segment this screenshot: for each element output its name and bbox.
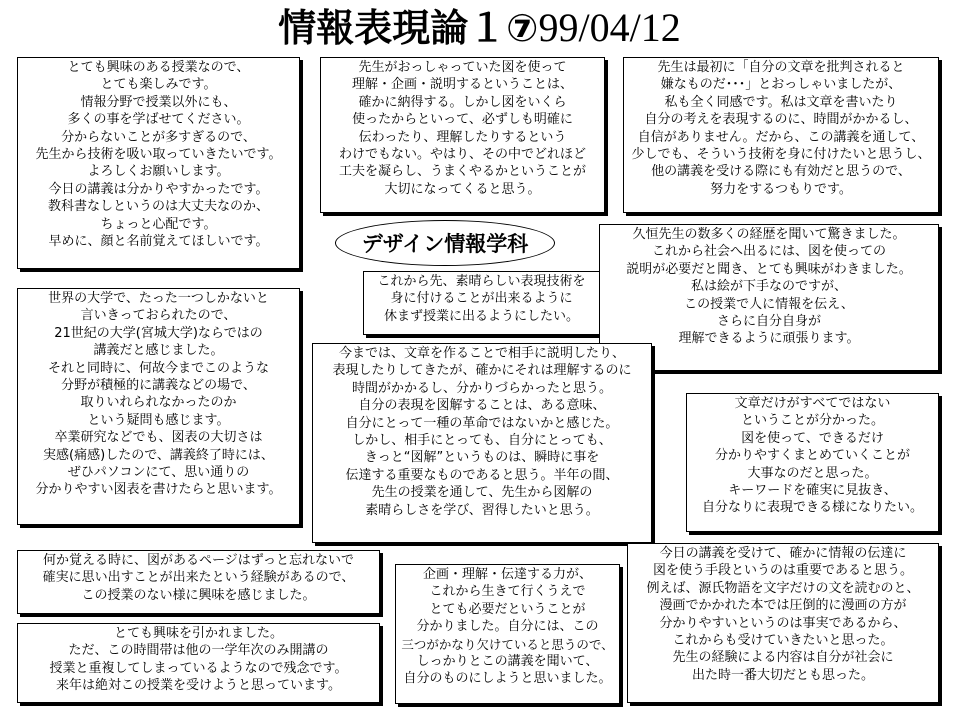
comment-line: 努力をするつもりです。: [710, 181, 852, 197]
comment-line: 三つがかなり欠けていると思うので、: [401, 636, 614, 652]
comment-line: とても興味のある授業なので、: [67, 60, 250, 75]
comment-line: 理解・企画・説明するということは、: [351, 77, 573, 93]
comment-box: [686, 393, 939, 532]
comment-line: 授業と重複してしまっているようなので残念です。: [49, 660, 348, 676]
comment-line: とても楽しみです。: [100, 77, 217, 93]
comment-box: [17, 550, 380, 614]
comment-line: 教科書なしというのは大丈夫なのか、: [47, 199, 269, 215]
comment-line: これから社会へ出るには、図を使っての: [651, 244, 886, 260]
comment-line: 自分のものにしようと思いました。: [403, 671, 612, 687]
comment-line: 少しでも、そういう技術を身に付けたいと思うし、: [631, 147, 931, 163]
comment-line: 確かに納得する。しかし図をいくら: [358, 94, 567, 110]
comment-line: 例えば、源氏物語を文字だけの文を読むのと、: [646, 580, 920, 596]
comment-line: とても興味を引かれました。: [113, 626, 283, 641]
comment-line: 文章だけがすべてではない: [734, 396, 891, 411]
comment-line: 実感(痛感)したので、講義終了時には、: [43, 447, 274, 463]
comment-line: 何か覚える時に、図があるページはずっと忘れないで: [43, 553, 354, 568]
comment-line: さらに自分自身が: [716, 314, 821, 330]
comment-line: 今日の講義を受けて、確かに情報の伝達に: [659, 546, 907, 561]
comment-line: 表現したりしてきたが、確かにそれは理解するのに: [332, 363, 632, 379]
comment-line: 自分なりに表現できる様になりたい。: [701, 500, 923, 516]
department-label-text: デザイン情報学科: [361, 232, 529, 256]
comment-box: [17, 288, 300, 525]
comment-line: 講義だと感じました。: [93, 343, 224, 359]
comment-line: 使ったからといって、必ずしも明確に: [352, 112, 573, 128]
comment-line: 自分の表現を図解することは、ある意味、: [358, 398, 606, 414]
comment-line: 私も全く同感です。私は文章を書いたり: [664, 94, 898, 110]
comment-box: [363, 271, 600, 335]
comment-line: 自分にとって一種の革命ではないかと感じた。: [345, 415, 619, 431]
comment-line: よろしくお願いします。: [87, 164, 230, 180]
comment-box: [17, 57, 300, 269]
comment-line: 先生の授業を通して、先生から図解の: [371, 485, 593, 501]
comment-line: 図を使って、できるだけ: [741, 430, 884, 446]
comment-line: 先生の経験による内容は自分が社会に: [672, 650, 894, 666]
comment-line: 来年は絶対この授業を受けようと思っています。: [56, 678, 341, 694]
comment-line: わけでもない。やはり、その中でどれほど: [338, 147, 586, 163]
comment-line: 早めに、顔と名前覚えてほしいです。: [48, 234, 269, 250]
comment-line: 大切になってくると思う。: [384, 181, 541, 197]
comment-line: 卒業研究などでも、図表の大切さは: [54, 430, 263, 446]
comment-line: キーワードを確実に見抜き、: [728, 483, 897, 499]
comment-line: 伝わったり、理解したりするという: [358, 129, 567, 145]
comment-line: 企画・理解・伝達する力が、: [422, 567, 592, 582]
title-date: 99/04/12: [538, 5, 681, 50]
comment-line: ちょっと心配です。: [100, 216, 217, 232]
comment-box: [312, 343, 652, 543]
comment-line: 今日の講義は分かりやすかったです。: [48, 181, 269, 197]
comment-line: 先生から技術を吸い取っていきたいです。: [35, 147, 282, 163]
comment-line: 時間がかかるし、分かりづらかったと思う。: [351, 380, 612, 396]
comment-line: しかし、相手にとっても、自分にとっても、: [352, 433, 612, 449]
comment-line: 分かりやすくまとめていくことが: [714, 448, 910, 464]
comment-line: しっかりとこの講義を聞いて、: [416, 654, 599, 670]
comment-line: この授業のない様に興味を感じました。: [81, 587, 316, 603]
comment-line: 分かりました。自分には、この: [416, 619, 599, 635]
comment-box: [17, 623, 380, 703]
comment-line: 分かりやすい図表を書けたらと思います。: [35, 482, 282, 498]
comment-line: という疑問も感じます。: [87, 412, 230, 428]
comment-line: 分野が積極的に講義などの場で、: [61, 378, 256, 394]
comment-box: [320, 57, 605, 213]
title-text: 情報表現論１⑦: [278, 6, 539, 50]
comment-line: とても必要だということが: [429, 601, 586, 617]
comment-line: これから生きて行くうえで: [429, 584, 586, 600]
comment-line: 図を使う手段というのは重要であると思う。: [652, 563, 913, 579]
comment-line: これから先、素晴らしい表現技術を: [377, 274, 586, 289]
comment-line: 伝達する重要なものであると思う。半年の間、: [345, 467, 619, 483]
comment-line: 私は絵が下手なのですが、: [690, 279, 847, 295]
comment-box: [627, 543, 939, 703]
comment-line: 理解できるように頑張ります。: [678, 331, 860, 347]
comment-line: ただ、この時間帯は他の一学年次のみ開講の: [68, 643, 329, 659]
comment-line: 工夫を凝らし、うまくやるかということが: [338, 164, 586, 180]
comment-line: この授業で人に情報を伝え、: [684, 296, 854, 312]
comment-line: 説明が必要だと聞き、とても興味がわきました。: [626, 261, 912, 277]
comment-line: 素晴らしさを学び、習得したいと思う。: [365, 502, 599, 518]
comment-line: これからも受けていきたいと思った。: [672, 633, 894, 649]
comment-line: 大事なのだと思った。: [747, 465, 878, 481]
comment-line: 確実に思い出すことが出来たという経験があるので、: [42, 570, 355, 586]
comment-line: 分かりやすいというのは事実であるから、: [659, 615, 907, 631]
comment-line: ということが分かった。: [740, 413, 884, 429]
comment-line: 漫画でかかれた本では圧倒的に漫画の方が: [659, 598, 907, 614]
comment-line: 先生は最初に「自分の文章を批判されると: [657, 60, 905, 75]
comment-line: 久恒先生の数多くの経歴を聞いて驚きました。: [632, 227, 906, 242]
comment-box: [395, 564, 620, 704]
comment-line: 言いきっておられたので、: [80, 308, 237, 324]
comment-line: それと同時に、何故今までこのような: [47, 360, 269, 376]
comment-line: 世界の大学で、たった一つしかないと: [48, 291, 269, 306]
comment-line: 分からないことが多すぎるので、: [61, 129, 256, 145]
comment-line: 嫌なものだ･･･」とおっしゃいましたが、: [660, 77, 902, 93]
comment-line: 取りいれられなかったのか: [80, 395, 237, 411]
comment-line: 自信がありません。だから、この講義を通して、: [637, 129, 925, 145]
comment-line: 今までは、文章を作ることで相手に説明したり、: [338, 346, 625, 361]
comment-line: 多くの事を学ばせてください。: [67, 112, 250, 128]
comment-line: きっと“図解”というものは、瞬時に事を: [364, 450, 600, 466]
comment-line: 21世紀の大学(宮城大学)ならではの: [54, 325, 263, 341]
comment-line: 自分の考えを表現するのに、時間がかかるし、: [644, 112, 918, 128]
comment-line: 他の講義を受ける際にも有効だと思うので、: [651, 164, 911, 180]
comment-box: [623, 57, 939, 213]
comment-line: 先生がおっしゃっていた図を使って: [358, 60, 567, 75]
comment-line: 休まず授業に出るようにしたい。: [383, 308, 579, 324]
comment-line: 身に付けることが出来るように: [390, 291, 573, 307]
page-title: [0, 4, 959, 52]
comment-line: ぜひパソコンにて、思い通りの: [67, 465, 250, 481]
comment-line: 出た時一番大切だとも思った。: [691, 667, 874, 683]
department-label: [335, 220, 555, 266]
comment-line: 情報分野で授業以外にも、: [80, 94, 237, 110]
